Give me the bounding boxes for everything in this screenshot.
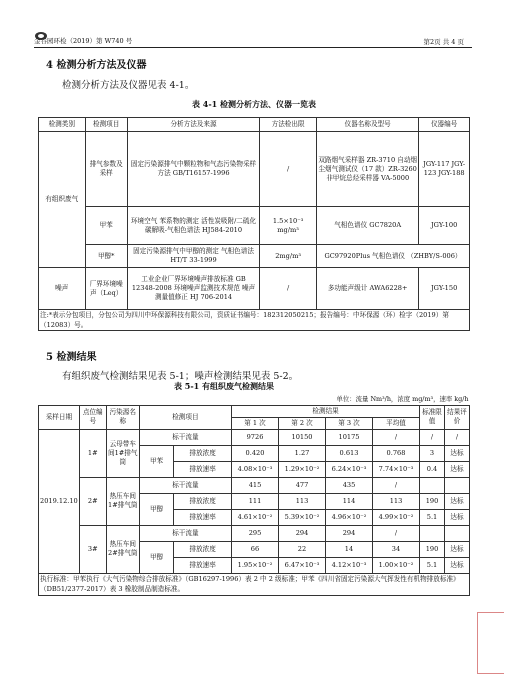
row-limit: / xyxy=(260,132,317,207)
cell: 4.96×10⁻² xyxy=(326,509,373,525)
row-instrument: GC97920Plus 气相色谱仪 （ZHBY/S-006） xyxy=(317,245,470,268)
cell: 0.4 xyxy=(420,461,445,477)
point-id: 2# xyxy=(79,477,106,525)
row-method: 环境空气 苯系物的测定 活性炭吸附/二硫化碳解吸-气相色谱法 HJ584-2010 xyxy=(127,207,259,245)
category-noise: 噪声 xyxy=(39,268,86,310)
cell: 295 xyxy=(232,525,279,541)
th-limit: 标准限值 xyxy=(420,405,445,429)
cell: 0.613 xyxy=(326,445,373,461)
row-method: 工业企业厂界环境噪声排放标准 GB 12348-2008 环境噪声监测技术规范 噪声测量值修正 HJ 706-2014 xyxy=(127,268,259,310)
cell: 477 xyxy=(279,477,326,493)
label-rate: 排放速率 xyxy=(174,509,232,525)
source-name: 热压车间1#排气筒 xyxy=(106,477,139,525)
table-5-1-note: 执行标准：甲苯执行《大气污染物综合排放标准》（GB16297-1996）表 2 中 2 级标准；甲苯《四川省固定污染源大气挥发性有机物排放标准》（DB51/2377-2017）表 3 橡胶制品制造标准。 xyxy=(39,573,470,595)
seal-stamp xyxy=(477,612,504,674)
source-name: 热压车间2#排气筒 xyxy=(106,525,139,573)
cell: 4.08×10⁻³ xyxy=(232,461,279,477)
label-rate: 排放速率 xyxy=(174,557,232,573)
row-instrument: 气相色谱仪 GC7820A xyxy=(317,207,419,245)
cell: / xyxy=(373,429,420,445)
cell: 9726 xyxy=(232,429,279,445)
cell: 113 xyxy=(373,493,420,509)
cell: 5.1 xyxy=(420,557,445,573)
row-limit: 2mg/m³ xyxy=(260,245,317,268)
cell: / xyxy=(420,429,445,445)
point-id: 1# xyxy=(79,429,106,477)
row-item: 甲醇* xyxy=(85,245,127,268)
row-item: 排气参数及采样 xyxy=(85,132,127,207)
cell: 4.12×10⁻³ xyxy=(326,557,373,573)
row-code: JGY-100 xyxy=(419,207,470,245)
label-flow: 标干流量 xyxy=(139,477,231,493)
cell: 1.00×10⁻² xyxy=(373,557,420,573)
table-5-1-caption: 表 5-1 有组织废气检测结果 xyxy=(173,381,275,391)
cell: 294 xyxy=(279,525,326,541)
cell: 达标 xyxy=(445,445,470,461)
cell: 10175 xyxy=(326,429,373,445)
label-rate: 排放速率 xyxy=(174,461,232,477)
row-method: 固定污染源排气中颗粒物和气态污染物采样方法 GB/T16157-1996 xyxy=(127,132,259,207)
pollutant: 甲醇 xyxy=(139,541,174,573)
pollutant: 甲醇 xyxy=(139,493,174,525)
label-flow: 标干流量 xyxy=(139,525,231,541)
th-category: 检测类别 xyxy=(39,118,86,132)
header-rule xyxy=(34,47,472,48)
cell: 1.95×10⁻² xyxy=(232,557,279,573)
cell: 66 xyxy=(232,541,279,557)
cell: 14 xyxy=(326,541,373,557)
cell: 4.99×10⁻² xyxy=(373,509,420,525)
row-code: JGY-150 xyxy=(419,268,470,310)
pollutant: 甲苯 xyxy=(139,445,174,477)
th-eval: 结果评价 xyxy=(445,405,470,429)
cell: / xyxy=(373,477,420,493)
sample-date: 2019.12.10 xyxy=(39,429,80,573)
cell: 达标 xyxy=(445,461,470,477)
cell xyxy=(420,525,445,541)
cell: 3 xyxy=(420,445,445,461)
th-avg: 平均值 xyxy=(373,417,420,429)
section-4-title: 4 检测分析方法及仪器 xyxy=(46,60,147,71)
cell: 5.1 xyxy=(420,509,445,525)
cell: 0.768 xyxy=(373,445,420,461)
th-r2: 第 2 次 xyxy=(279,417,326,429)
cell: 6.47×10⁻³ xyxy=(279,557,326,573)
table-4-1-note: 注:*表示分包项目，分包公司为四川中环保源科技有限公司，资质证书编号：182312050215；报告编号：中环保源（环）检字（2019）第（12083）号。 xyxy=(39,310,470,331)
cell: 111 xyxy=(232,493,279,509)
source-name: 云母带车间1#排气筒 xyxy=(106,429,139,477)
th-item: 检测项目 xyxy=(85,118,127,132)
th-code: 仪器编号 xyxy=(419,118,470,132)
cell: 294 xyxy=(326,525,373,541)
th-item: 检测项目 xyxy=(139,405,231,429)
cell: 1.29×10⁻² xyxy=(279,461,326,477)
th-limit: 方法检出限 xyxy=(260,118,317,132)
section-4-intro: 检测分析方法及仪器见表 4-1。 xyxy=(62,80,195,91)
th-r1: 第 1 次 xyxy=(232,417,279,429)
th-method: 分析方法及来源 xyxy=(127,118,259,132)
table-5-1-units: 单位：流量 Nm³/h，浓度 mg/m³，速率 kg/h xyxy=(336,395,469,404)
label-conc: 排放浓度 xyxy=(174,541,232,557)
report-number: 金谷园环检（2019）第 W740 号 xyxy=(34,37,133,45)
row-instrument: 多功能声级计 AWA6228+ xyxy=(317,268,419,310)
cell: 114 xyxy=(326,493,373,509)
cell xyxy=(420,477,445,493)
cell: 4.61×10⁻² xyxy=(232,509,279,525)
th-date: 采样日期 xyxy=(39,405,80,429)
th-point: 点位编号 xyxy=(79,405,106,429)
th-r3: 第 3 次 xyxy=(326,417,373,429)
cell: 113 xyxy=(279,493,326,509)
cell: 7.74×10⁻³ xyxy=(373,461,420,477)
cell: 34 xyxy=(373,541,420,557)
cell: 达标 xyxy=(445,493,470,509)
page-indicator: 第2页 共 4 页 xyxy=(423,38,464,46)
cell: 10150 xyxy=(279,429,326,445)
table-4-1-caption: 表 4-1 检测分析方法、仪器一览表 xyxy=(191,99,317,109)
label-flow: 标干流量 xyxy=(139,429,231,445)
cell: 435 xyxy=(326,477,373,493)
cell: / xyxy=(445,429,470,445)
th-result: 检测结果 xyxy=(232,405,420,417)
th-instrument: 仪器名称及型号 xyxy=(317,118,419,132)
cell: 190 xyxy=(420,493,445,509)
cell: 达标 xyxy=(445,541,470,557)
row-code: JGY-117 JGY-123 JGY-188 xyxy=(419,132,470,207)
row-item: 厂界环境噪声（Leq） xyxy=(85,268,127,310)
th-source: 污染源名称 xyxy=(106,405,139,429)
row-limit: 1.5×10⁻³ mg/m³ xyxy=(260,207,317,245)
section-5-title: 5 检测结果 xyxy=(46,352,97,363)
cell: 0.420 xyxy=(232,445,279,461)
cell: 1.27 xyxy=(279,445,326,461)
row-item: 甲苯 xyxy=(85,207,127,245)
table-4-1 xyxy=(38,117,470,331)
cell: 6.24×10⁻³ xyxy=(326,461,373,477)
cell: / xyxy=(373,525,420,541)
cell: 5.39×10⁻² xyxy=(279,509,326,525)
section-5-intro: 有组织废气检测结果见表 5-1；噪声检测结果见表 5-2。 xyxy=(62,371,299,382)
company-logo xyxy=(34,26,48,36)
cell xyxy=(445,477,470,493)
point-id: 3# xyxy=(79,525,106,573)
label-conc: 排放浓度 xyxy=(174,445,232,461)
cell: 190 xyxy=(420,541,445,557)
cell: 达标 xyxy=(445,557,470,573)
label-conc: 排放浓度 xyxy=(174,493,232,509)
row-limit: / xyxy=(260,268,317,310)
category-gas: 有组织废气 xyxy=(39,132,86,268)
cell: 22 xyxy=(279,541,326,557)
row-method: 固定污染源排气中甲醇的测定 气相色谱法 HT/T 33-1999 xyxy=(127,245,259,268)
table-5-1 xyxy=(38,395,470,596)
cell xyxy=(445,525,470,541)
cell: 415 xyxy=(232,477,279,493)
row-instrument: 双路烟气采样器 ZR-3710 自动烟尘烟气测试仪（17 款）ZR-3260 非甲烷总烃采样器 VA-5000 xyxy=(317,132,419,207)
cell: 达标 xyxy=(445,509,470,525)
